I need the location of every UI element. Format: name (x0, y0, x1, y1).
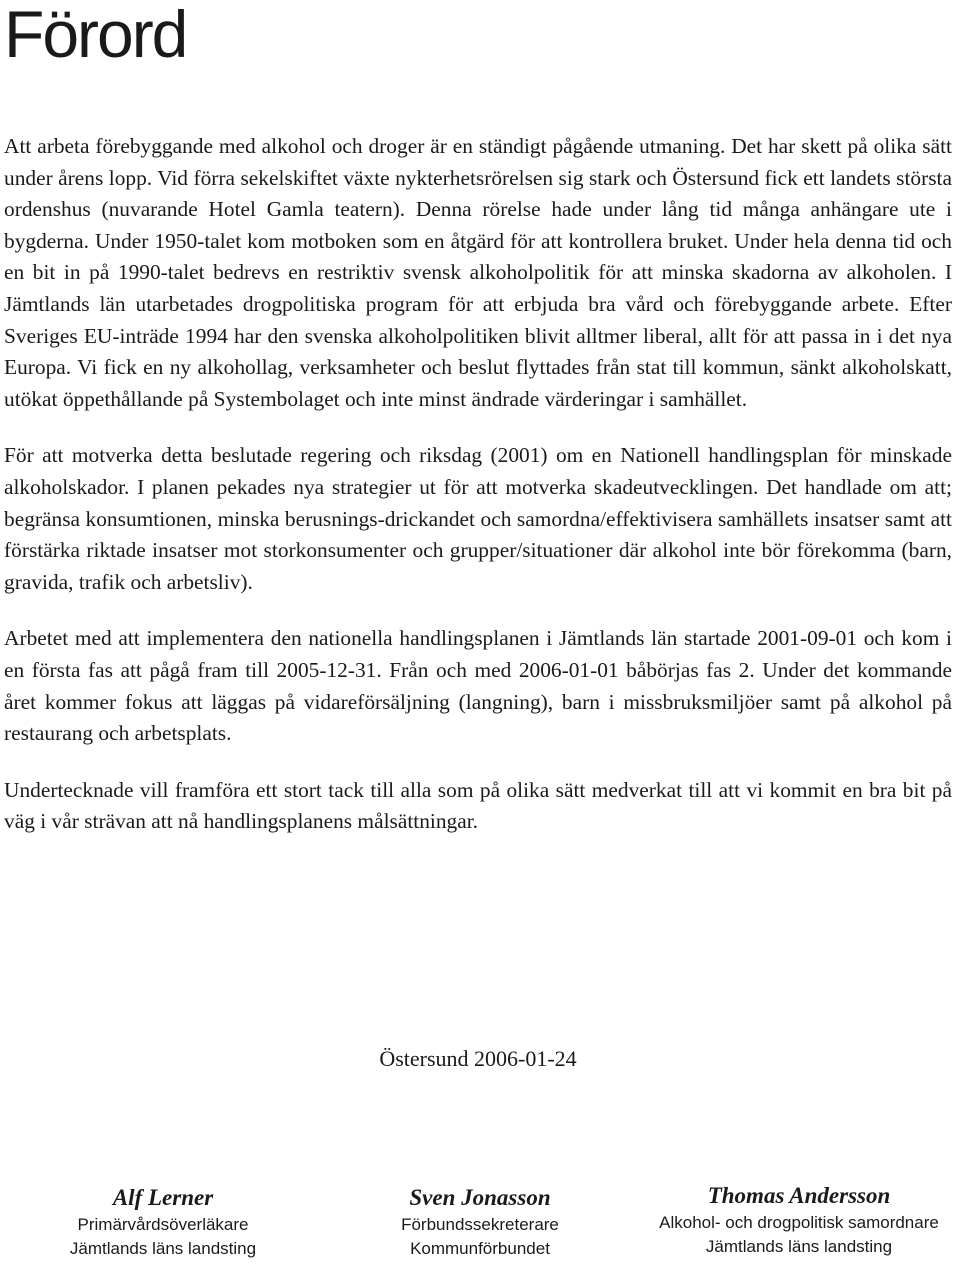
paragraph-3: Arbetet med att implementera den nationella handlingsplanen i Jämtlands län startade 2001-09-01 och kom i en första fas att pågå fram till 2005-12-31. Från och med 2006-01-01 båbörjas fas 2. Under det kommande året kommer fokus att läggas på vidareförsäljning (langning), barn i missbruksmiljöer samt på alkohol på restaurang och arbetsplats. (4, 626, 952, 746)
signature-block-3 (634, 1181, 960, 1259)
signature-block-2 (315, 1183, 645, 1261)
signatory-role: Alkohol- och drogpolitisk samordnare (659, 1213, 939, 1232)
signatory-name: Thomas Andersson (707, 1183, 891, 1208)
signatory-organization: Jämtlands läns landsting (705, 1237, 893, 1256)
signatory-role: Förbundssekreterare (401, 1215, 559, 1234)
paragraph-1: Att arbeta förebyggande med alkohol och droger är en ständigt pågående utmaning. Det har skett på olika sätt under årens lopp. Vid förra sekelskiftet växte nykterhetsrörelsen sig stark och Östersund fick ett landets största ordenshus (nuvarande Hotel Gamla teatern). Denna rörelse hade under lång tid många anhängare ute i bygderna. Under 1950-talet kom motboken som en åtgärd för att kontrollera bruket. Under hela denna tid och en bit in på 1990-talet bedrevs en restriktiv svensk alkoholpolitik för att minska skadorna av alkoholen. I Jämtlands län utarbetades drogpolitiska program för att erbjuda bra vård och förebyggande arbete. Efter Sveriges EU-inträde 1994 har den svenska alkoholpolitiken blivit alltmer liberal, allt för att passa in i det nya Europa. Vi fick en ny alkohollag, verksamheter och beslut flyttades från stat till kommun, sänkt alkoholskatt, utökat öppethållande på Systembolaget och inte minst ändrade värderingar i samhället. (4, 134, 952, 411)
signatory-organization: Kommunförbundet (410, 1239, 550, 1258)
signatory-name: Sven Jonasson (409, 1185, 551, 1210)
paragraph-2: För att motverka detta beslutade regering och riksdag (2001) om en Nationell handlingsplan för minskade alkoholskador. I planen pekades nya strategier ut för att motverka skadeutvecklingen. Det handlade om att; begränsa konsumtionen, minska berusnings-drickandet och samordna/effektivisera samhällets insatser samt att förstärka riktade insatser mot storkonsumenter och grupper/situationer där alkohol inte bör förekomma (barn, gravida, trafik och arbetsliv). (4, 443, 952, 594)
signatory-name: Alf Lerner (112, 1185, 214, 1210)
signature-block-1 (0, 1183, 328, 1261)
place-and-date: Östersund 2006-01-24 (379, 1046, 577, 1071)
page-title: Förord (4, 0, 187, 71)
paragraph-4: Undertecknade vill framföra ett stort tack till alla som på olika sätt medverkat till att vi kommit en bra bit på väg i vår strävan att nå handlingsplanens målsättningar. (4, 777, 952, 834)
signatory-role: Primärvårdsöverläkare (77, 1215, 249, 1234)
signatory-organization: Jämtlands läns landsting (69, 1239, 257, 1258)
body-text (4, 131, 952, 863)
